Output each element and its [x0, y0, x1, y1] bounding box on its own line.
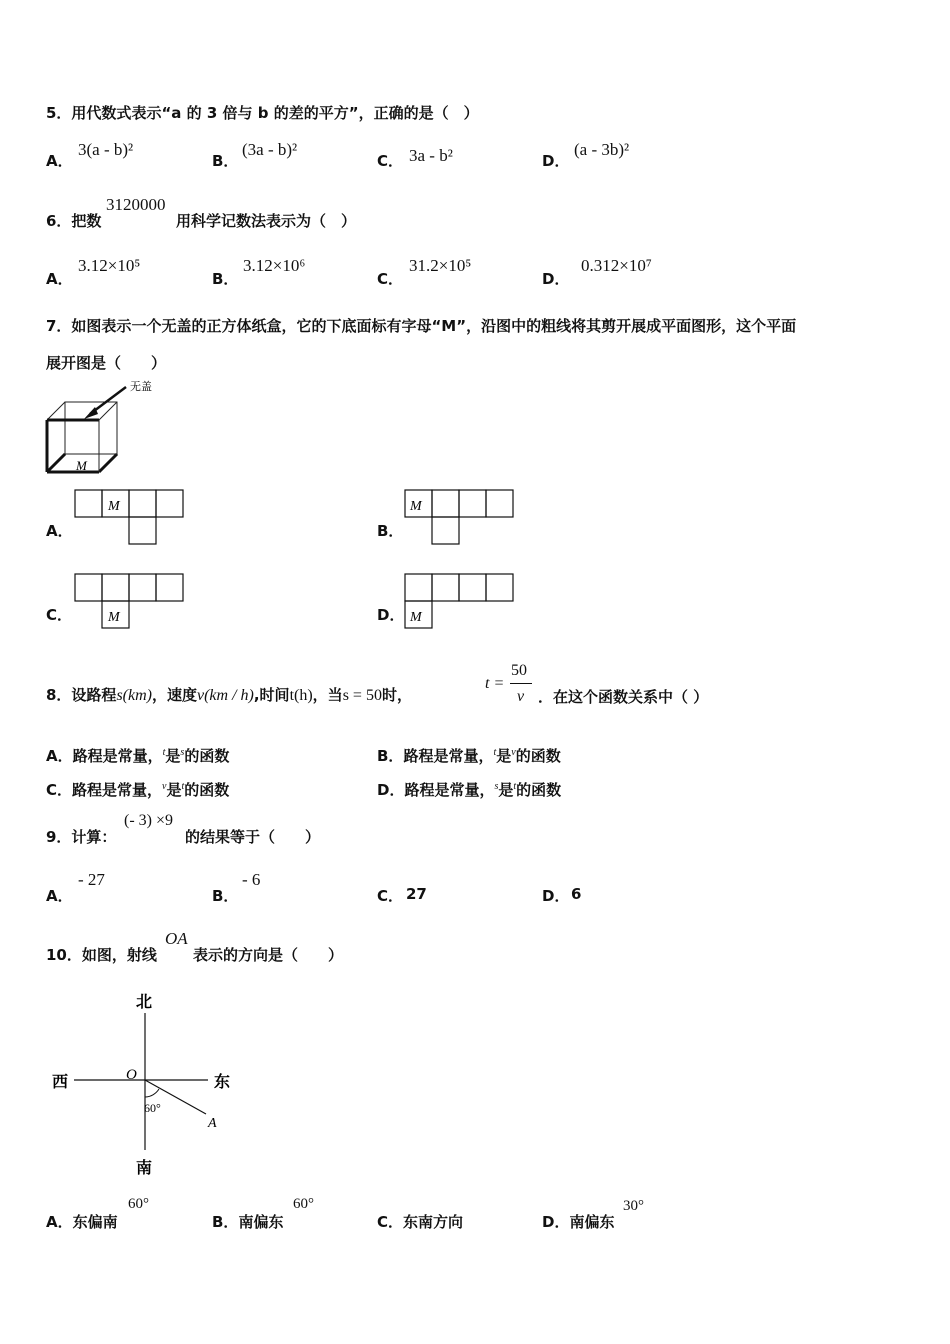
q8-p6: ．在这个函数关系中（ ） — [538, 688, 709, 706]
q6-suffix: 用科学记数法表示为（ ） — [176, 212, 357, 230]
q8-option-b-var1: t — [493, 747, 497, 758]
q10-option-b-label: B． — [212, 1213, 239, 1231]
q10-option-d-deg: 30° — [623, 1198, 644, 1214]
q10-option-a-text: 东偏南 — [72, 1213, 118, 1231]
q8-p4: ，当 — [312, 686, 343, 704]
q8-option-d-label: D． — [377, 781, 405, 799]
q5-option-d-expr: (a - 3b)² — [574, 140, 630, 159]
q8-option-b-tail: 的函数 — [515, 747, 561, 765]
q9-option-b-expr: - 6 — [242, 870, 261, 889]
q8-option-c-is: 是 — [166, 781, 182, 799]
q7-line1: 7．如图表示一个无盖的正方体纸盒，它的下底面标有字母“M”，沿图中的粗线将其剪开展成平面图形，这个平面 — [46, 317, 797, 335]
net-option-c[interactable] — [74, 573, 188, 633]
net-d-letter: M — [410, 610, 422, 625]
compass-figure — [46, 985, 246, 1180]
q10-option-b[interactable] — [212, 1211, 283, 1232]
q8-option-b[interactable] — [377, 745, 561, 766]
q9-option-c-label[interactable]: C． — [377, 887, 404, 905]
angle-arc — [145, 1089, 159, 1097]
q8-option-d-text: 路程是常量， — [404, 781, 495, 799]
q10-option-a-deg: 60° — [128, 1196, 149, 1212]
q8-option-b-var2: v — [511, 747, 516, 758]
q8-option-a[interactable] — [46, 745, 229, 766]
q8-option-c[interactable] — [46, 779, 229, 800]
q5-option-b-expr: (3a - b)² — [242, 140, 298, 159]
q8-frac-lhs: t = — [485, 675, 505, 692]
q7-option-b-label[interactable]: B． — [377, 522, 404, 540]
q5-option-d-label[interactable]: D． — [542, 152, 570, 170]
q9-expr: (- 3) ×9 — [124, 812, 174, 829]
q9-option-b-label[interactable]: B． — [212, 887, 239, 905]
q10-suffix: 表示的方向是（ ） — [193, 946, 344, 964]
q6-number: 3120000 — [106, 195, 166, 214]
q10-option-c[interactable] — [377, 1211, 463, 1232]
q9-option-a-label[interactable]: A． — [46, 887, 73, 905]
q8-frac-num: 50 — [511, 662, 527, 679]
q10-option-c-text: 东南方向 — [403, 1213, 464, 1231]
cube-label: 无盖 — [130, 381, 152, 393]
q9-option-d-label[interactable]: D． — [542, 887, 570, 905]
q7-option-a-label[interactable]: A． — [46, 522, 73, 540]
q5-option-b-label[interactable]: B． — [212, 152, 239, 170]
net-a-letter: M — [108, 499, 120, 514]
q8-t-expr: t(h) — [289, 687, 313, 704]
q8-option-b-text: 路程是常量， — [403, 747, 494, 765]
q8-option-d-var2: t — [513, 781, 517, 792]
q6-option-a-label[interactable]: A． — [46, 270, 73, 288]
q8-option-b-is: 是 — [496, 747, 512, 765]
net-b-letter: M — [410, 499, 422, 514]
q8-frac-bar — [510, 683, 532, 684]
q10-option-a-label: A． — [46, 1213, 73, 1231]
q9-option-d-expr: 6 — [571, 885, 582, 903]
net-option-d[interactable] — [404, 573, 518, 633]
q8-option-a-tail: 的函数 — [184, 747, 230, 765]
net-option-a[interactable] — [74, 489, 188, 549]
q10-option-b-deg: 60° — [293, 1196, 314, 1212]
q5-option-a-label[interactable]: A． — [46, 152, 73, 170]
q6-option-a-expr: 3.12×10⁵ — [78, 256, 141, 275]
q8-option-c-text: 路程是常量， — [72, 781, 163, 799]
q8-option-d-is: 是 — [498, 781, 514, 799]
q7-option-c-label[interactable]: C． — [46, 606, 73, 624]
q6-option-c-expr: 31.2×10⁵ — [409, 256, 472, 275]
q8-v-expr: v(km / h) — [197, 687, 254, 704]
origin-label: O — [126, 1067, 137, 1083]
q6-option-b-expr: 3.12×10⁶ — [243, 256, 306, 275]
q5-option-c-label[interactable]: C． — [377, 152, 404, 170]
q9-option-a-expr: - 27 — [78, 870, 105, 889]
q6-option-d-label[interactable]: D． — [542, 270, 570, 288]
q8-option-d-var1: s — [494, 781, 499, 792]
q8-option-a-text: 路程是常量， — [72, 747, 163, 765]
q8-p1: 8．设路程 — [46, 686, 117, 704]
q10-option-d-label: D． — [542, 1213, 570, 1231]
q9-suffix: 的结果等于（ ） — [185, 828, 321, 846]
q8-option-a-is: 是 — [165, 747, 181, 765]
q8-p5: 时， — [381, 686, 412, 704]
q8-p3: ,时间 — [253, 686, 290, 704]
south-label: 南 — [136, 1160, 153, 1177]
q10-prefix: 10．如图，射线 — [46, 946, 157, 964]
q8-option-a-var2: s — [180, 747, 185, 758]
east-label: 东 — [214, 1074, 231, 1091]
q8-option-d[interactable] — [377, 779, 561, 800]
q7-option-d-label[interactable]: D． — [377, 606, 405, 624]
q8-option-c-var1: v — [162, 781, 167, 792]
q10-option-c-label: C． — [377, 1213, 404, 1231]
north-label: 北 — [136, 994, 153, 1011]
q8-option-c-tail: 的函数 — [184, 781, 230, 799]
q8-option-a-var1: t — [162, 747, 166, 758]
q5-option-a-expr: 3(a - b)² — [78, 140, 134, 159]
q10-ray: OA — [165, 929, 188, 948]
net-option-b[interactable] — [404, 489, 518, 549]
cube-figure — [40, 378, 170, 483]
q10-option-b-text: 南偏东 — [238, 1213, 284, 1231]
q8-stem — [46, 684, 412, 705]
q9-option-c-expr: 27 — [406, 885, 427, 903]
q8-option-d-tail: 的函数 — [516, 781, 562, 799]
q7-line2: 展开图是（ ） — [46, 354, 167, 372]
q6-option-c-label[interactable]: C． — [377, 270, 404, 288]
q8-option-b-label: B． — [377, 747, 404, 765]
q8-p2: ，速度 — [151, 686, 197, 704]
q10-option-a[interactable] — [46, 1211, 118, 1232]
q10-option-d[interactable] — [542, 1211, 614, 1232]
q8-option-a-label: A． — [46, 747, 73, 765]
q8-eq-expr: s = 50 — [342, 687, 382, 704]
q5-text: 5．用代数式表示“a 的 3 倍与 b 的差的平方”，正确的是（ ） — [46, 104, 479, 122]
q8-frac-den: v — [517, 688, 525, 705]
q8-s-expr: s(km) — [116, 687, 152, 704]
q8-option-c-var2: t — [181, 781, 185, 792]
west-label: 西 — [52, 1074, 69, 1091]
q8-option-c-label: C． — [46, 781, 73, 799]
point-a-label: A — [208, 1116, 217, 1131]
q10-option-d-text: 南偏东 — [569, 1213, 615, 1231]
q5-option-c-expr: 3a - b² — [409, 146, 453, 165]
q6-prefix: 6．把数 — [46, 212, 102, 230]
net-c-letter: M — [108, 610, 120, 625]
angle-label: 60° — [144, 1101, 161, 1115]
cube-face-letter: M — [76, 458, 87, 473]
q6-option-b-label[interactable]: B． — [212, 270, 239, 288]
q9-prefix: 9．计算： — [46, 828, 117, 846]
q6-option-d-expr: 0.312×10⁷ — [581, 256, 652, 275]
